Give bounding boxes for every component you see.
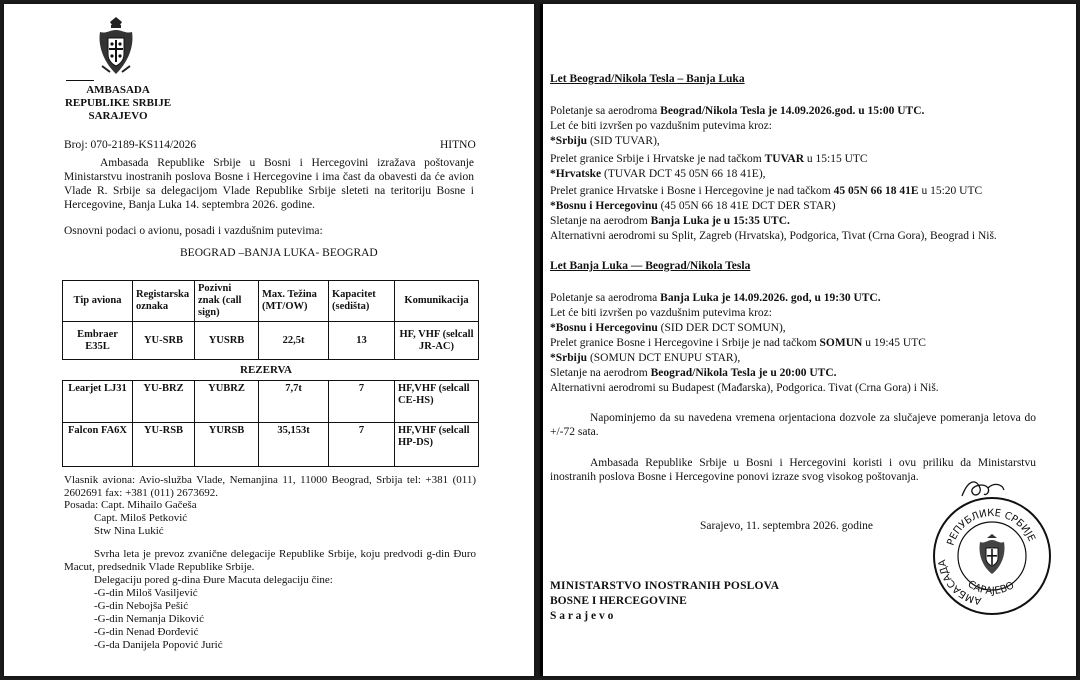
flight-1-segment-croatia: *Hrvatske (TUVAR DCT 45 05N 66 18 41E),: [550, 168, 766, 180]
stamp-coat-of-arms-icon: [980, 534, 1005, 574]
flight-2-landing: Sletanje na aerodrom Beograd/Nikola Tesla je u 20:00 UTC.: [550, 367, 837, 379]
recipient-line-1: MINISTARSTVO INOSTRANIH POSLOVA: [550, 580, 780, 592]
main-aircraft-table: [62, 280, 479, 360]
header-type: Tip aviona: [63, 281, 133, 322]
table-row: [63, 381, 479, 423]
aircraft-type: Embraer E35L: [63, 322, 133, 360]
serbian-coat-of-arms-icon: [96, 16, 136, 78]
crew-line-1: Posada: Capt. Mihailo Gačeša: [64, 499, 197, 511]
date-place: Sarajevo, 11. septembra 2026. godine: [700, 520, 873, 532]
aircraft-call-sign: YUSRB: [195, 322, 259, 360]
purpose-paragraph: Svrha leta je prevoz zvanične delegacije Republike Srbije, koju predvodi g-din Đuro Macut, predsednik Vlade Republike Srbije.: [64, 548, 476, 573]
aircraft-communication: HF, VHF (selcall JR-AC): [395, 322, 479, 360]
urgency-label: HITNO: [440, 139, 476, 151]
flight-2-segment-bih: *Bosnu i Hercegovinu (SID DER DCT SOMUN),: [550, 322, 786, 334]
flight-2-title: Let Banja Luka — Beograd/Nikola Tesla: [550, 260, 751, 272]
crew-line-2: Capt. Miloš Petković: [94, 512, 188, 524]
reference-number: Broj: 070-2189-KS114/2026: [64, 139, 197, 151]
flight-1-title: Let Beograd/Nikola Tesla – Banja Luka: [550, 73, 745, 85]
page-edge-shadow: [540, 4, 543, 676]
aircraft-weight: 22,5t: [259, 322, 329, 360]
stamp-text-bottom: САРАЈЕВО: [965, 578, 1017, 598]
embassy-line-3: SARAJEVO: [88, 110, 148, 122]
embassy-stamp-icon: [930, 494, 1054, 618]
flight-1-alternates: Alternativni aerodromi su Split, Zagreb (Hrvatska), Podgorica, Tivat (Crna Gora), Beograd i Niš.: [550, 230, 997, 242]
aircraft-capacity: 13: [329, 322, 395, 360]
reserve-aircraft-table: [62, 380, 479, 467]
reserve-1-communication: HF,VHF (selcall CE-HS): [395, 381, 479, 423]
note-paragraph: Napominjemo da su navedena vremena orjentaciona dozvole za slučajeve pomeranja letova do +/-72 sata.: [550, 412, 1036, 438]
reserve-2-type: Falcon FA6X: [63, 423, 133, 467]
basic-data-label: Osnovni podaci o avionu, posadi i vazdušnim putevima:: [64, 225, 323, 237]
delegation-member: -G-da Danijela Popović Jurić: [94, 639, 223, 651]
reserve-1-weight: 7,7t: [259, 381, 329, 423]
embassy-line-2: REPUBLIKE SRBIJE: [64, 97, 172, 109]
table-row: [63, 322, 479, 360]
header-capacity: Kapacitet (sedišta): [329, 281, 395, 322]
flight-2-alternates: Alternativni aerodromi su Budapest (Mađarska), Podgorica. Tivat (Crna Gora) i Niš.: [550, 382, 939, 394]
table-row: [63, 423, 479, 467]
header-communication: Komunikacija: [395, 281, 479, 322]
reserve-2-capacity: 7: [329, 423, 395, 467]
header-registration: Registarska oznaka: [133, 281, 195, 322]
header-call-sign: Pozivni znak (call sign): [195, 281, 259, 322]
flight-1-landing: Sletanje na aerodrom Banja Luka je u 15:35 UTC.: [550, 215, 790, 227]
delegation-member: -G-din Nenad Đorđević: [94, 626, 199, 638]
reserve-2-weight: 35,153t: [259, 423, 329, 467]
reserve-1-registration: YU-BRZ: [133, 381, 195, 423]
flight-2-departure: Poletanje sa aerodroma Banja Luka je 14.09.2026. god, u 19:30 UTC.: [550, 292, 881, 304]
route-label: BEOGRAD –BANJA LUKA- BEOGRAD: [180, 247, 378, 259]
delegation-intro: Delegaciju pored g-dina Đure Macuta delegaciju čine:: [94, 574, 333, 586]
flight-1-border-croatia-bih: Prelet granice Hrvatske i Bosne i Hercegovine je nad tačkom 45 05N 66 18 41E u 15:20 UTC: [550, 185, 983, 197]
flight-1-segment-serbia: *Srbiju (SID TUVAR),: [550, 135, 660, 147]
delegation-member: -G-din Nemanja Diković: [94, 613, 204, 625]
flight-2-segment-serbia: *Srbiju (SOMUN DCT ENUPU STAR),: [550, 352, 741, 364]
flight-1-segment-bih: *Bosnu i Hercegovinu (45 05N 66 18 41E DCT DER STAR): [550, 200, 836, 212]
delegation-member: -G-din Miloš Vasiljević: [94, 587, 198, 599]
letter-page-1: [4, 4, 534, 676]
reserve-2-communication: HF,VHF (selcall HP-DS): [395, 423, 479, 467]
aircraft-registration: YU-SRB: [133, 322, 195, 360]
flight-1-airways-intro: Let će biti izvršen po vazdušnim putevima kroz:: [550, 120, 772, 132]
owner-paragraph: Vlasnik aviona: Avio-služba Vlade, Nemanjina 11, 11000 Beograd, Srbija tel: +381 (011) 2602691 fax: +381 (011) 2673692.: [64, 474, 476, 499]
reserve-1-type: Learjet LJ31: [63, 381, 133, 423]
reserve-1-capacity: 7: [329, 381, 395, 423]
crew-line-3: Stw Nina Lukić: [94, 525, 164, 537]
intro-paragraph: Ambasada Republike Srbije u Bosni i Hercegovini izražava poštovanje Ministarstvu inostranih poslova Bosne i Hercegovine i ima čast da obavesti da će avion Vlade R. Srbije sa delegacijom Vlade Republike Srbije sleteti na teritoriju Bosne i Hercegovine, Banja Luka 14. septembra 2026. godine.: [64, 157, 474, 211]
embassy-line-1: AMBASADA: [86, 84, 150, 96]
reserve-label: REZERVA: [240, 364, 292, 376]
letter-page-2: [540, 4, 1076, 676]
recipient-line-3: S a r a j e v o: [550, 610, 614, 622]
reserve-2-call-sign: YURSB: [195, 423, 259, 467]
flight-2-border-bih-serbia: Prelet granice Bosne i Hercegovine i Srbije je nad tačkom SOMUN u 19:45 UTC: [550, 337, 926, 349]
reserve-2-registration: YU-RSB: [133, 423, 195, 467]
header-rule: [66, 80, 94, 81]
stamp-text-left: АМБАСАДА: [937, 558, 983, 606]
flight-2-airways-intro: Let će biti izvršen po vazdušnim putevima kroz:: [550, 307, 772, 319]
delegation-member: -G-din Nebojša Pešić: [94, 600, 189, 612]
flight-1-border-serbia-croatia: Prelet granice Srbije i Hrvatske je nad tačkom TUVAR u 15:15 UTC: [550, 153, 868, 165]
header-max-weight: Max. Težina (MT/OW): [259, 281, 329, 322]
recipient-line-2: BOSNE I HERCEGOVINE: [550, 595, 687, 607]
flight-1-departure: Poletanje sa aerodroma Beograd/Nikola Tesla je 14.09.2026.god. u 15:00 UTC.: [550, 105, 925, 117]
stamp-text-top: РЕПУБЛИКЕ СРБИЈЕ: [945, 507, 1037, 548]
reserve-1-call-sign: YUBRZ: [195, 381, 259, 423]
closing-paragraph: Ambasada Republike Srbije u Bosni i Hercegovini koristi i ovu priliku da Ministarstvu inostranih poslova Bosne i Hercegovine ponovi izraze svog visokog poštovanja.: [550, 457, 1036, 483]
